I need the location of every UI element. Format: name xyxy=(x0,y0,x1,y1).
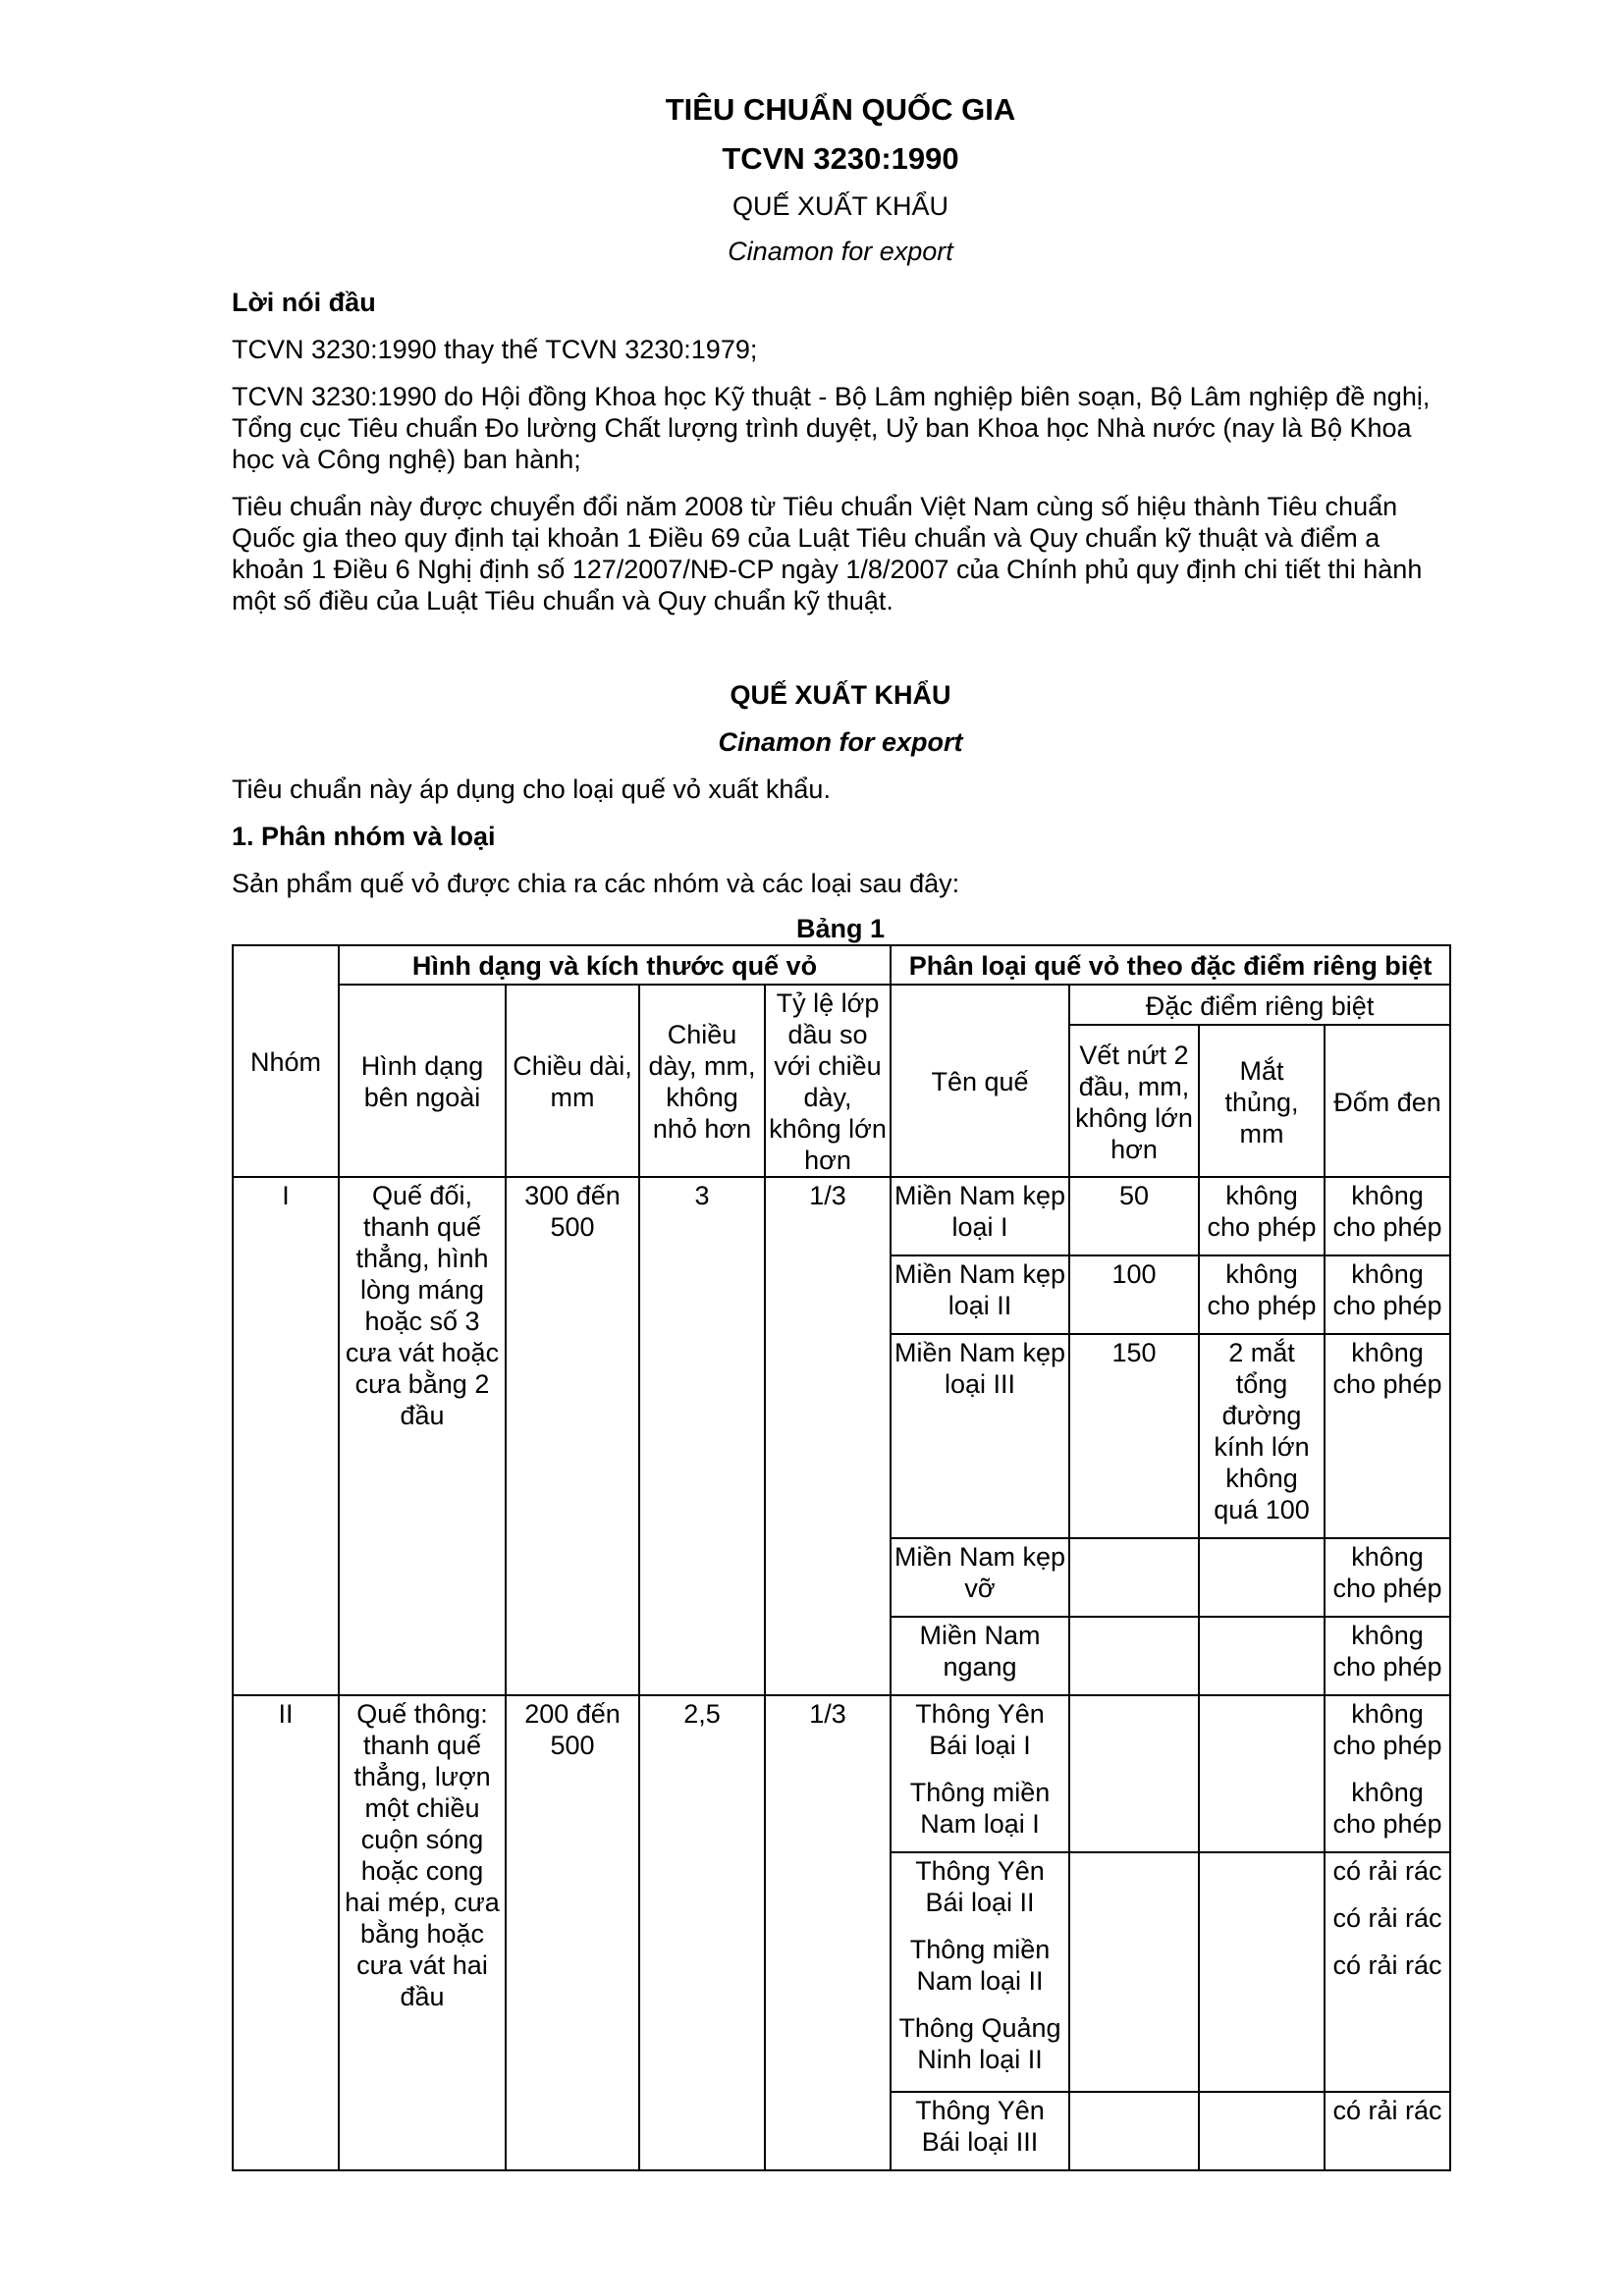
shape-cell: Quế thông: thanh quế thẳng, lượn một chiều cuộn sóng hoặc cong hai mép, cưa bằng hoặc cưa vát hai đầu xyxy=(339,1695,506,2170)
table-row xyxy=(233,1695,1450,1852)
scope-paragraph: Tiêu chuẩn này áp dụng cho loại quế vỏ xuất khẩu. xyxy=(232,774,831,804)
spots-cell: không cho phép xyxy=(1325,1538,1450,1617)
spots-line: có rải rác xyxy=(1332,1856,1442,1886)
header-holes: Mắt thủng, mm xyxy=(1199,1025,1325,1177)
header-length: Chiều dài, mm xyxy=(506,985,639,1177)
name-cell: Miền Nam ngang xyxy=(891,1617,1069,1695)
crack-cell xyxy=(1069,2092,1199,2170)
spots-line: không cho phép xyxy=(1332,1699,1442,1760)
doc-title: TIÊU CHUẨN QUỐC GIA xyxy=(665,92,1016,127)
body-title: QUẾ XUẤT KHẨU xyxy=(730,680,951,710)
header-features: Đặc điểm riêng biệt xyxy=(1069,985,1450,1025)
name-line: Thông Quảng Ninh loại II xyxy=(898,2013,1061,2074)
doc-subject-en: Cinamon for export xyxy=(728,237,953,266)
doc-number: TCVN 3230:1990 xyxy=(722,141,959,176)
table-row xyxy=(233,1177,1450,1255)
holes-cell xyxy=(1199,1695,1325,1852)
header-shape: Hình dạng bên ngoài xyxy=(339,985,506,1177)
foreword-heading: Lời nói đầu xyxy=(232,288,376,317)
document-page xyxy=(232,90,1449,2171)
table-caption: Bảng 1 xyxy=(795,914,886,943)
section-1-heading: 1. Phân nhóm và loại xyxy=(232,822,496,851)
header-shape-size: Hình dạng và kích thước quế vỏ xyxy=(339,945,891,985)
header-group: Nhóm xyxy=(233,945,339,1177)
name-cell xyxy=(891,1695,1069,1852)
spots-line: không cho phép xyxy=(1332,1778,1442,1839)
spots-line: có rải rác xyxy=(1332,1950,1442,1980)
thickness-cell: 3 xyxy=(639,1177,765,1695)
holes-cell xyxy=(1199,2092,1325,2170)
foreword-paragraph-2: TCVN 3230:1990 do Hội đồng Khoa học Kỹ thuật - Bộ Lâm nghiệp biên soạn, Bộ Lâm nghiệp đề nghị, Tổng cục Tiêu chuẩn Đo lường Chất lượng trình duyệt, Uỷ ban Khoa học Nhà nước (nay là Bộ Khoa học và Công nghệ) ban hành; xyxy=(232,382,1431,474)
name-cell: Miền Nam kẹp loại I xyxy=(891,1177,1069,1255)
crack-cell xyxy=(1069,1695,1199,1852)
header-spots: Đốm đen xyxy=(1325,1025,1450,1177)
classification-table xyxy=(232,944,1451,2171)
spots-line: có rải rác xyxy=(1332,1903,1442,1933)
shape-cell: Quế đối, thanh quế thẳng, hình lòng máng hoặc số 3 cưa vát hoặc cưa bằng 2 đầu xyxy=(339,1177,506,1695)
spots-cell: không cho phép xyxy=(1325,1255,1450,1334)
name-cell: Miền Nam kẹp vỡ xyxy=(891,1538,1069,1617)
crack-cell: 150 xyxy=(1069,1334,1199,1538)
holes-cell: không cho phép xyxy=(1199,1255,1325,1334)
foreword-paragraph-1: TCVN 3230:1990 thay thế TCVN 3230:1979; xyxy=(232,335,758,364)
name-line: Thông Yên Bái loại I xyxy=(915,1699,1045,1760)
name-line: Thông miền Nam loại I xyxy=(909,1778,1051,1839)
spots-cell: có rải rác xyxy=(1325,2092,1450,2170)
crack-cell xyxy=(1069,1617,1199,1695)
name-line: Thông Yên Bái loại II xyxy=(915,1856,1045,1917)
header-crack: Vết nứt 2 đầu, mm, không lớn hơn xyxy=(1069,1025,1199,1177)
thickness-cell: 2,5 xyxy=(639,1695,765,2170)
holes-cell: không cho phép xyxy=(1199,1177,1325,1255)
crack-cell: 50 xyxy=(1069,1177,1199,1255)
header-name: Tên quế xyxy=(891,985,1069,1177)
spots-cell: không cho phép xyxy=(1325,1617,1450,1695)
doc-subject: QUẾ XUẤT KHẨU xyxy=(731,191,949,221)
crack-cell xyxy=(1069,1852,1199,2092)
crack-cell xyxy=(1069,1538,1199,1617)
header-thickness: Chiều dày, mm, không nhỏ hơn xyxy=(639,985,765,1177)
name-line: Thông miền Nam loại II xyxy=(909,1935,1051,1996)
foreword-paragraph-3: Tiêu chuẩn này được chuyển đổi năm 2008 từ Tiêu chuẩn Việt Nam cùng số hiệu thành Tiêu chuẩn Quốc gia theo quy định tại khoản 1 Điều 69 của Luật Tiêu chuẩn và Quy chuẩn kỹ thuật và điểm a khoản 1 Điều 6 Nghị định số 127/2007/NĐ-CP ngày 1/8/2007 của Chính phủ quy định chi tiết thi hành một số điều của Luật Tiêu chuẩn và Quy chuẩn kỹ thuật. xyxy=(232,492,1423,615)
section-1-intro: Sản phẩm quế vỏ được chia ra các nhóm và các loại sau đây: xyxy=(232,869,960,898)
body-subtitle: Cinamon for export xyxy=(718,727,963,757)
header-classification: Phân loại quế vỏ theo đặc điểm riêng biệt xyxy=(891,945,1450,985)
ratio-cell: 1/3 xyxy=(765,1695,891,2170)
spots-cell: không cho phép xyxy=(1325,1334,1450,1538)
length-cell: 200 đến 500 xyxy=(506,1695,639,2170)
spots-cell xyxy=(1325,1852,1450,2092)
name-cell: Miền Nam kẹp loại III xyxy=(891,1334,1069,1538)
name-cell: Miền Nam kẹp loại II xyxy=(891,1255,1069,1334)
holes-cell: 2 mắt tổng đường kính lớn không quá 100 xyxy=(1199,1334,1325,1538)
group-cell: I xyxy=(233,1177,339,1695)
holes-cell xyxy=(1199,1617,1325,1695)
spots-cell xyxy=(1325,1695,1450,1852)
group-cell: II xyxy=(233,1695,339,2170)
name-cell: Thông Yên Bái loại III xyxy=(891,2092,1069,2170)
length-cell: 300 đến 500 xyxy=(506,1177,639,1695)
holes-cell xyxy=(1199,1538,1325,1617)
ratio-cell: 1/3 xyxy=(765,1177,891,1695)
name-cell xyxy=(891,1852,1069,2092)
spots-cell: không cho phép xyxy=(1325,1177,1450,1255)
header-oil-ratio: Tỷ lệ lớp dầu so với chiều dày, không lớn hơn xyxy=(765,985,891,1177)
crack-cell: 100 xyxy=(1069,1255,1199,1334)
holes-cell xyxy=(1199,1852,1325,2092)
